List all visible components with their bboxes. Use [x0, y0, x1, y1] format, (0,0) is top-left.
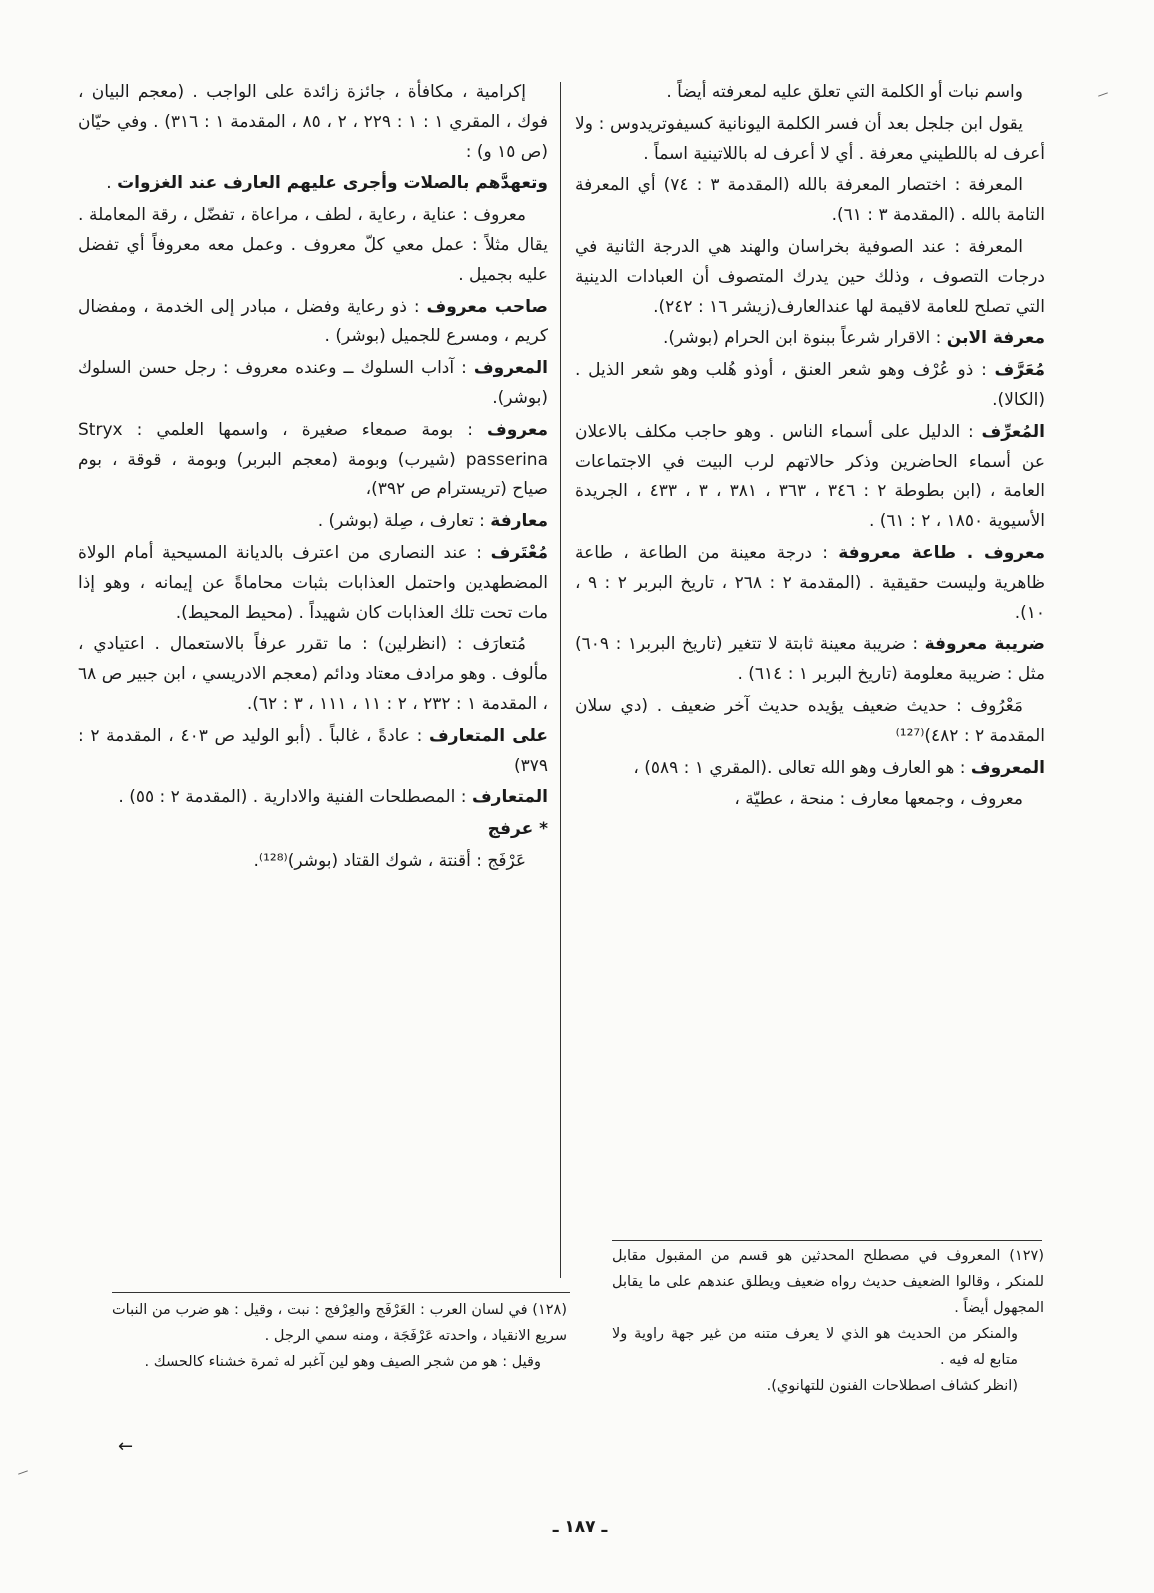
entry-text: عَرْفَج : أقنتة ، شوك القتاد (بوشر)⁽¹²⁸⁾. [253, 850, 526, 871]
entry-headword: مُعَرَّف [994, 360, 1045, 381]
continuation-arrow: ← [118, 1436, 134, 1457]
entry-headword: * عرفج [487, 819, 548, 840]
dictionary-entry [78, 293, 548, 353]
dictionary-entry [575, 785, 1045, 815]
dictionary-entry [575, 171, 1045, 231]
dictionary-entry [78, 78, 548, 167]
entry-text: معروف ، وجمعها معارف : منحة ، عطيّة ، [734, 789, 1023, 810]
entry-text: : ذو عُرْف وهو شعر العنق ، أوذو هُلب وهو شعر الذيل . (الكالا). [575, 360, 1045, 410]
footnote-paragraph: (١٢٧) المعروف في مصطلح المحدثين هو قسم من المقبول مقابل للمنكر ، وقالوا الضعيف حديث رواه ضعيف ويطلق عندهم على ما يقابل المجهول أيضاً . [612, 1248, 1044, 1316]
entry-headword: معارفة [490, 511, 548, 532]
left-column [78, 78, 548, 877]
footnote-paragraph: والمنكر من الحديث هو الذي لا يعرف متنه من غير جهة راوية ولا متابع له فيه . [612, 1326, 1018, 1368]
entry-headword: صاحب معروف [426, 296, 548, 317]
dictionary-entry [575, 324, 1045, 354]
entry-text: : الاقرار شرعاً ببنوة ابن الحرام (بوشر). [663, 328, 947, 349]
entry-text: : تعارف ، صِلة (بوشر) . [317, 511, 491, 532]
dictionary-entry [78, 539, 548, 628]
entry-text: المعرفة : اختصار المعرفة بالله (المقدمة ٣ : ٧٤) أي المعرفة التامة بالله . (المقدمة ٣ : ٦١). [575, 175, 1045, 226]
entry-text: : عادةً ، غالباً . (أبو الوليد ص ٤٠٣ ، المقدمة ٢ : ٣٧٩) [78, 725, 548, 776]
dictionary-entry [78, 630, 548, 719]
entry-text: : هو العارف وهو الله تعالى .(المقري ١ : ٥٨٩) ، [633, 757, 971, 778]
footnote-left [112, 1297, 567, 1375]
entry-headword: معرفة الابن [946, 328, 1045, 349]
entry-text: : درجة معينة من الطاعة ، طاعة ظاهرية وليست حقيقية . (المقدمة ٢ : ٢٦٨ ، تاريخ البربر ٢ : ٩ ، ١٠). [575, 542, 1045, 623]
footnote-rule-left [112, 1292, 570, 1293]
dictionary-entry [575, 692, 1045, 752]
dictionary-entry [575, 233, 1045, 322]
dictionary-entry [78, 416, 548, 505]
scan-mark [1098, 92, 1108, 96]
dictionary-entry [575, 539, 1045, 628]
dictionary-entry [575, 356, 1045, 416]
footnote-right [612, 1243, 1044, 1399]
entry-headword: على المتعارف [429, 725, 549, 746]
entry-headword: مُعْتَرف [490, 542, 548, 563]
entry-headword: المعروف [970, 757, 1045, 778]
dictionary-entry [78, 783, 548, 813]
dictionary-entry [575, 630, 1045, 690]
entry-headword: وتعهدَّهم بالصلات وأجرى عليهم العارف عند الغزوات [117, 173, 548, 194]
entry-text: : الدليل على أسماء الناس . وهو حاجب مكلف بالاعلان عن أسماء الحاضرين وذكر حالاتهم لرب البيت في الاجتماعات العامة ، (ابن بطوطة ٢ : ٣٤٦ ، ٣٦٣ ، ٣٨١ ، ٣ ، ٤٣٣ ، الجريدة الأسيوية ١٨٥٠ ، ٢ : ٦١) . [575, 421, 1045, 532]
dictionary-entry [78, 507, 548, 537]
entry-text: : المصطلحات الفنية والادارية . (المقدمة ٢ : ٥٥) . [118, 787, 472, 808]
dictionary-entry [78, 169, 548, 199]
dictionary-entry [78, 815, 548, 845]
entry-text: : آداب السلوك ــ وعنده معروف : رجل حسن السلوك (بوشر). [78, 358, 548, 408]
entry-headword: معروف [486, 419, 548, 440]
entry-text: معروف : عناية ، رعاية ، لطف ، مراعاة ، تفضّل ، رقة المعاملة . يقال مثلاً : عمل معي كلّ معروف . وعمل معه معروفاً أي تفضل عليه بجميل . [78, 205, 548, 285]
entry-text: : عند النصارى من اعترف بالديانة المسيحية أمام الولاة المضطهدين واحتمل العذابات بثبات محاماةً عن إيمانه ، وهو إذا مات تحت تلك العذابات كان شهيداً . (محيط المحيط). [78, 542, 548, 623]
entry-headword: معروف . طاعة معروفة [838, 542, 1045, 563]
scan-mark [18, 1470, 28, 1474]
entry-text: المعرفة : عند الصوفية بخراسان والهند هي الدرجة الثانية في درجات التصوف ، وذلك حين يدرك المتصوف أن العبادات الدينية التي تصلح للعامة لاقيمة لها عندالعارف(زيشر ١٦ : ٢٤٢). [575, 236, 1045, 317]
dictionary-entry [78, 201, 548, 290]
entry-text: . [106, 173, 118, 194]
dictionary-entry [575, 78, 1045, 108]
footnote-rule-right [612, 1240, 1042, 1241]
entry-text: يقول ابن جلجل بعد أن فسر الكلمة اليونانية كسيفوتريدوس : ولا أعرف له باللطيني معرفة . أي لا أعرف له باللاتينية اسماً . [575, 113, 1045, 164]
entry-text: واسم نبات أو الكلمة التي تعلق عليه لمعرفته أيضاً . [666, 82, 1023, 102]
footnote-paragraph: (١٢٨) في لسان العرب : العَرْفَج والعِرْفج : نبت ، وقيل : هو ضرب من النبات سريع الانقياد ، واحدته عَرْفَجَة ، ومنه سمي الرجل . [112, 1302, 567, 1344]
footnote-paragraph: وقيل : هو من شجر الصيف وهو لين آغبر له ثمرة خشناء كالحسك . [144, 1354, 541, 1370]
column-divider [560, 82, 561, 1278]
entry-headword: ضريبة معروفة [924, 634, 1045, 655]
entry-text: إكرامية ، مكافأة ، جائزة زائدة على الواجب . (معجم البيان ، فوك ، المقري ١ : ١ : ٢٢٩ ، ٢ ، ٨٥ ، المقدمة ١ : ٣١٦) . وفي حيّان (ص ١٥ و) : [78, 82, 548, 162]
entry-headword: المُعرِّف [981, 421, 1045, 442]
entry-text: : ضريبة معينة ثابتة لا تتغير (تاريخ البربر١ : ٦٠٩) مثل : ضريبة معلومة (تاريخ البربر ١ : ٦١٤) . [575, 634, 1045, 685]
entry-text: : ذو رعاية وفضل ، مبادر إلى الخدمة ، ومفضال كريم ، ومسرع للجميل (بوشر) . [78, 296, 548, 347]
dictionary-entry [78, 847, 548, 877]
page-number: ـ ١٨٧ ـ [552, 1517, 608, 1537]
entry-headword: المتعارف [471, 787, 548, 808]
right-column [575, 78, 1045, 815]
entry-text: مُتعارَف : (انظرلين) : ما تقرر عرفاً بالاستعمال . اعتيادي ، مألوف . وهو مرادف معتاد ودائم (معجم الادريسي ، ابن جبير ص ٦٨ ، المقدمة ١ : ٢٣٢ ، ٢ : ١١ ، ١١١ ، ٣ : ٦٢). [78, 634, 548, 714]
entry-headword: المعروف [473, 358, 548, 379]
dictionary-entry [575, 418, 1045, 537]
dictionary-entry [78, 722, 548, 782]
entry-text: : بومة صمعاء صغيرة ، واسمها العلمي : Stryx passerina (شيرب) وبومة (معجم البربر) وبومة ، قوقة ، بوم صياح (تريسترام ص ٣٩٢)، [78, 419, 548, 500]
footnote-paragraph: (انظر كشاف اصطلاحات الفنون للتهانوي). [766, 1378, 1018, 1394]
dictionary-entry [575, 754, 1045, 784]
dictionary-entry [78, 354, 548, 414]
entry-text: مَعْرُوف : حديث ضعيف يؤيده حديث آخر ضعيف . (دي سلان المقدمة ٢ : ٤٨٢)⁽¹²⁷⁾ [575, 695, 1045, 746]
dictionary-entry [575, 110, 1045, 170]
